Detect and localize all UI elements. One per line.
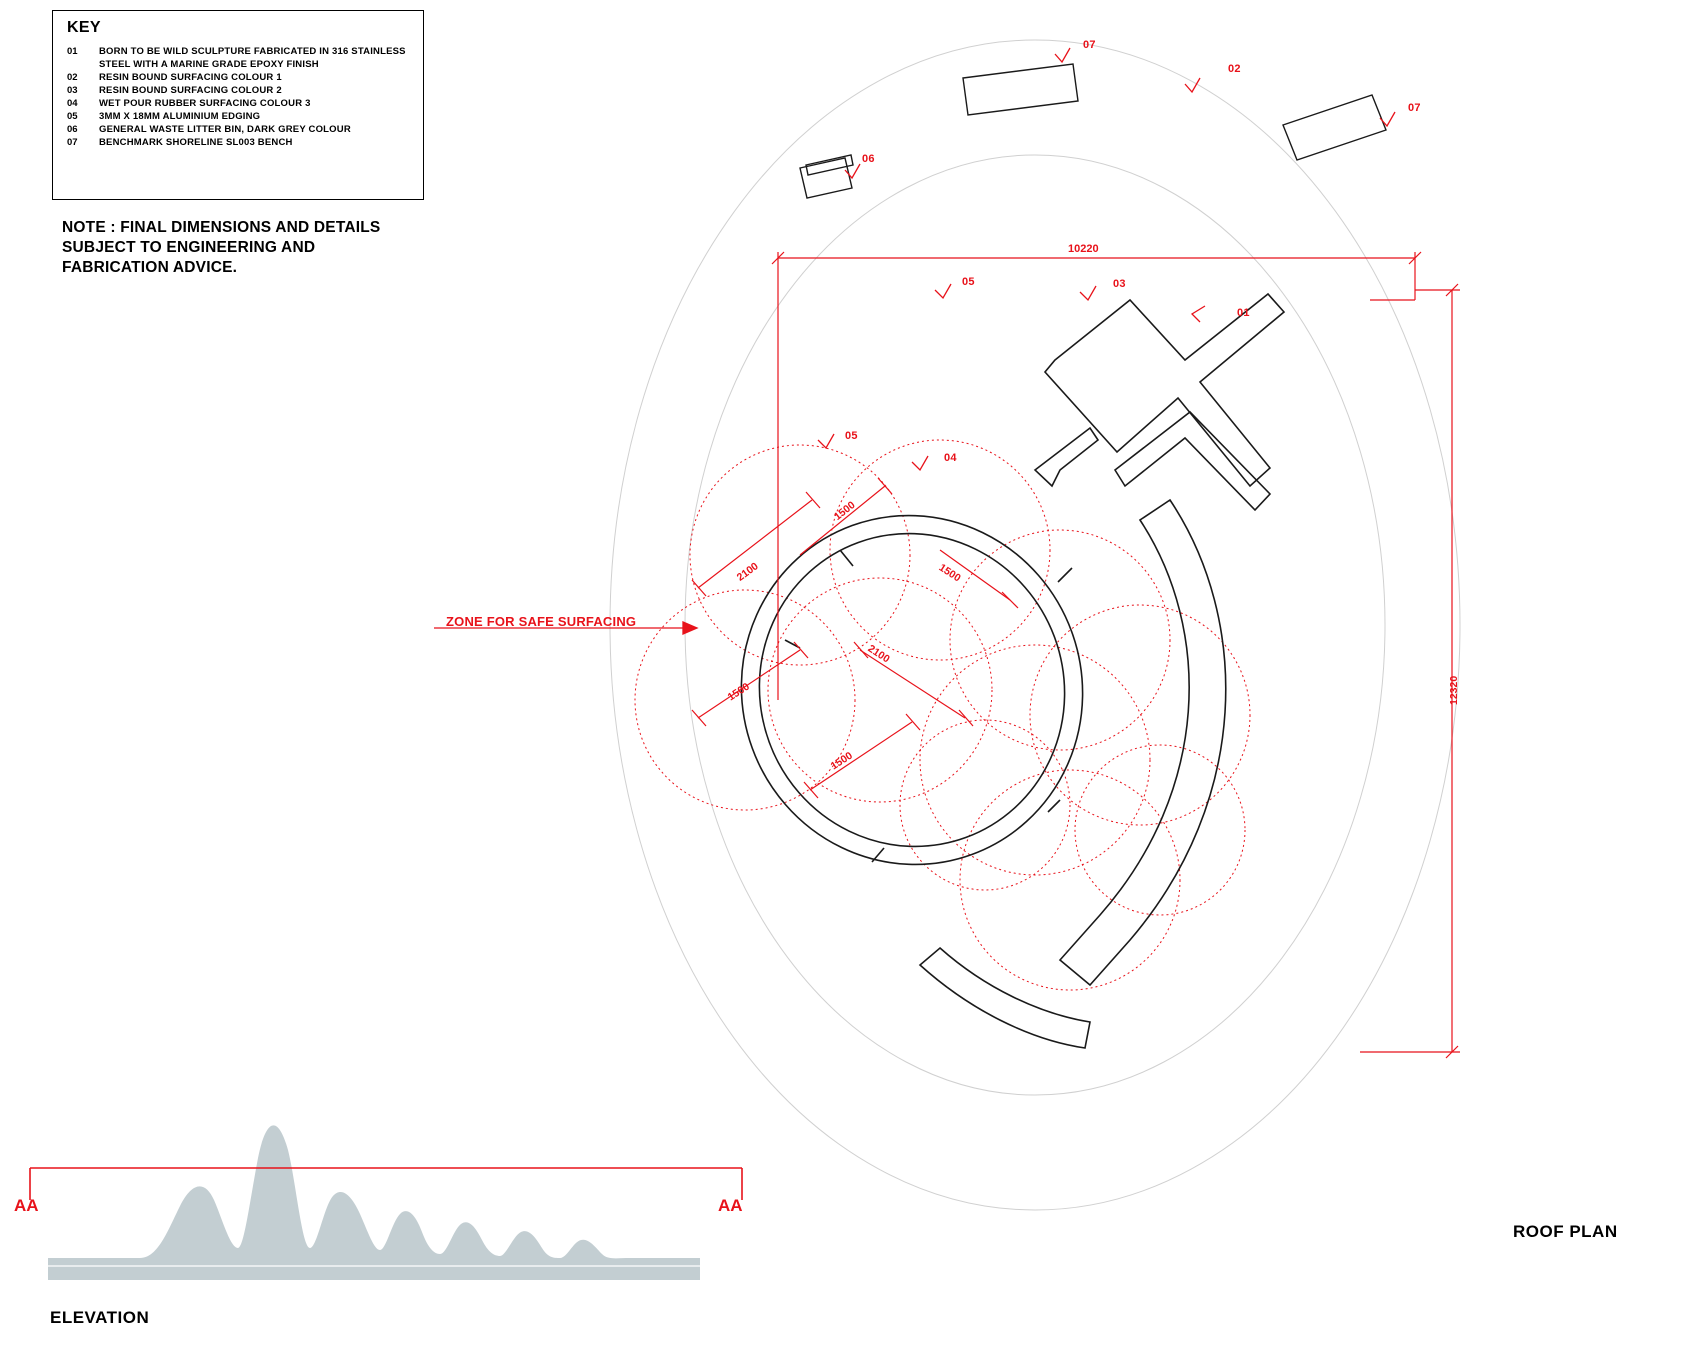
key-item — [67, 123, 415, 136]
key-item — [67, 97, 415, 110]
key-item — [67, 45, 415, 71]
callout-07-right: 07 — [1408, 102, 1421, 114]
key-item — [67, 84, 415, 97]
callout-06: 06 — [862, 153, 875, 165]
zone-for-safe-surfacing-label: ZONE FOR SAFE SURFACING — [446, 614, 637, 629]
key-item-number: 03 — [67, 85, 78, 96]
dimension-radius-5: 1500 — [725, 680, 752, 704]
key-title: KEY — [67, 19, 101, 36]
key-item-text: WET POUR RUBBER SURFACING COLOUR 3 — [99, 98, 311, 109]
key-item-number: 06 — [67, 124, 78, 135]
dimension-overall-height: 12320 — [1448, 675, 1460, 705]
key-item — [67, 71, 415, 84]
callout-05-top: 05 — [962, 276, 975, 288]
dimension-radius-6: 1500 — [828, 749, 855, 773]
guide-circles — [610, 40, 1460, 1210]
key-item-text: BORN TO BE WILD SCULPTURE FABRICATED IN 316 STAINLESS STEEL WITH A MARINE GRADE EPOXY FINISH — [99, 46, 406, 70]
key-item-text: RESIN BOUND SURFACING COLOUR 1 — [99, 72, 282, 83]
callout-03: 03 — [1113, 278, 1126, 290]
sculpture-linework — [692, 294, 1284, 1048]
callout-leaders — [818, 48, 1395, 470]
callout-01: 01 — [1237, 307, 1250, 319]
callout-07-top: 07 — [1083, 39, 1096, 51]
dimension-radius-3: 2100 — [734, 560, 761, 584]
roof-plan-title: ROOF PLAN — [1513, 1222, 1618, 1241]
elevation-title: ELEVATION — [50, 1308, 150, 1327]
dimension-radius-4: 2100 — [865, 642, 892, 666]
key-item — [67, 110, 415, 123]
site-furniture — [800, 64, 1386, 198]
key-item-number: 07 — [67, 137, 78, 148]
key-item — [67, 136, 415, 149]
general-note: NOTE : FINAL DIMENSIONS AND DETAILS SUBJECT TO ENGINEERING AND FABRICATION ADVICE. — [62, 219, 381, 276]
key-legend-box — [52, 10, 424, 200]
key-item-number: 01 — [67, 46, 78, 57]
key-item-number: 04 — [67, 98, 78, 109]
dimension-radius-1: 1500 — [831, 499, 858, 523]
key-item-list — [67, 45, 415, 149]
dimension-overall-width: 10220 — [1068, 243, 1099, 255]
key-item-number: 02 — [67, 72, 78, 83]
radius-dimension-lines — [692, 478, 1018, 798]
callout-04: 04 — [944, 452, 957, 464]
key-item-text: 3MM X 18MM ALUMINIUM EDGING — [99, 111, 261, 122]
section-mark-left: AA — [14, 1196, 39, 1215]
key-item-text: BENCHMARK SHORELINE SL003 BENCH — [99, 137, 293, 148]
safety-zone-circles — [635, 440, 1250, 990]
key-item-text: GENERAL WASTE LITTER BIN, DARK GREY COLOUR — [99, 124, 351, 135]
key-item-number: 05 — [67, 111, 78, 122]
callout-02: 02 — [1228, 63, 1241, 75]
dimension-radius-2: 1500 — [936, 561, 963, 585]
elevation-drawing — [30, 1125, 742, 1280]
callout-05-left: 05 — [845, 430, 858, 442]
section-mark-right: AA — [718, 1196, 743, 1215]
key-item-text: RESIN BOUND SURFACING COLOUR 2 — [99, 85, 282, 96]
